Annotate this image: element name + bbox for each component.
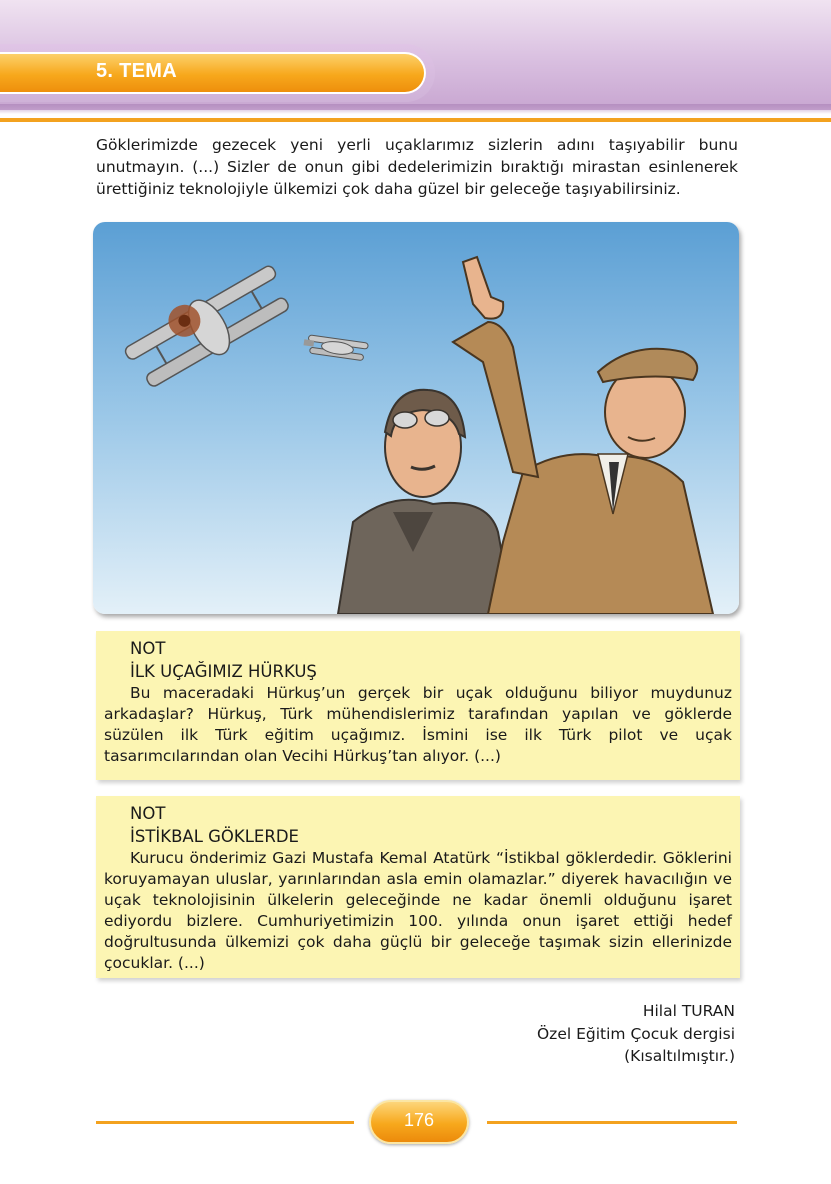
page-number: 176 xyxy=(403,1110,435,1130)
source-publication: Özel Eğitim Çocuk dergisi xyxy=(536,1024,735,1043)
tema-title: 5. TEMA xyxy=(96,60,177,82)
tema-pill xyxy=(0,52,426,94)
header-shadow xyxy=(0,104,831,114)
source-note: (Kısaltılmıştır.) xyxy=(624,1047,735,1065)
biplanes-and-pilots-illustration xyxy=(93,222,739,614)
source-citation xyxy=(395,1000,735,1068)
note-box-hurkus xyxy=(96,631,740,780)
header-divider xyxy=(0,118,831,122)
footer-divider-right xyxy=(487,1121,737,1124)
illustration xyxy=(93,222,739,614)
intro-paragraph: Göklerimizde gezecek yeni yerli uçaklarımız sizlerin adını taşıyabilir bunu unutmayın. (...) Sizler de onun gibi dedelerimizin bıraktığı mirastan esinlenerek ürettiğiniz teknolojiyle ülkemizi çok daha güzel bir geleceğe taşıyabilirsiniz. xyxy=(96,136,738,198)
note-heading: İLK UÇAĞIMIZ HÜRKUŞ xyxy=(130,662,317,681)
note-body: Kurucu önderimiz Gazi Mustafa Kemal Atatürk “İstikbal göklerdedir. Göklerini koruyamayan uluslar, yarınlarından asla emin olamazlar.” diyerek havacılığın ve uçak teknolojisinin ülkelerin geleceğinde ne kadar önemli olduğunu işaret ediyordu bizlere. Cumhuriyetimizin 100. yılında onun işaret ettiği hedef doğrultusunda ülkemizi çok daha güçlü bir geleceğe taşımak sizin ellerinizde çocuklar. (...) xyxy=(104,849,732,972)
note-label: NOT xyxy=(130,804,166,823)
note-heading: İSTİKBAL GÖKLERDE xyxy=(130,827,299,846)
note-box-istikbal xyxy=(96,796,740,978)
footer-divider-left xyxy=(96,1121,354,1124)
note-label: NOT xyxy=(130,639,166,658)
note-body: Bu maceradaki Hürkuş’un gerçek bir uçak olduğunu biliyor muydunuz arkadaşlar? Hürkuş, Türk mühendislerimiz tarafından yapılan ve göklerde süzülen ilk Türk eğitim uçağımız. İsmini ise ilk Türk pilot ve uçak tasarımcılarından olan Vecihi Hürkuş’tan alıyor. (...) xyxy=(104,684,732,765)
source-author: Hilal TURAN xyxy=(642,1002,735,1020)
